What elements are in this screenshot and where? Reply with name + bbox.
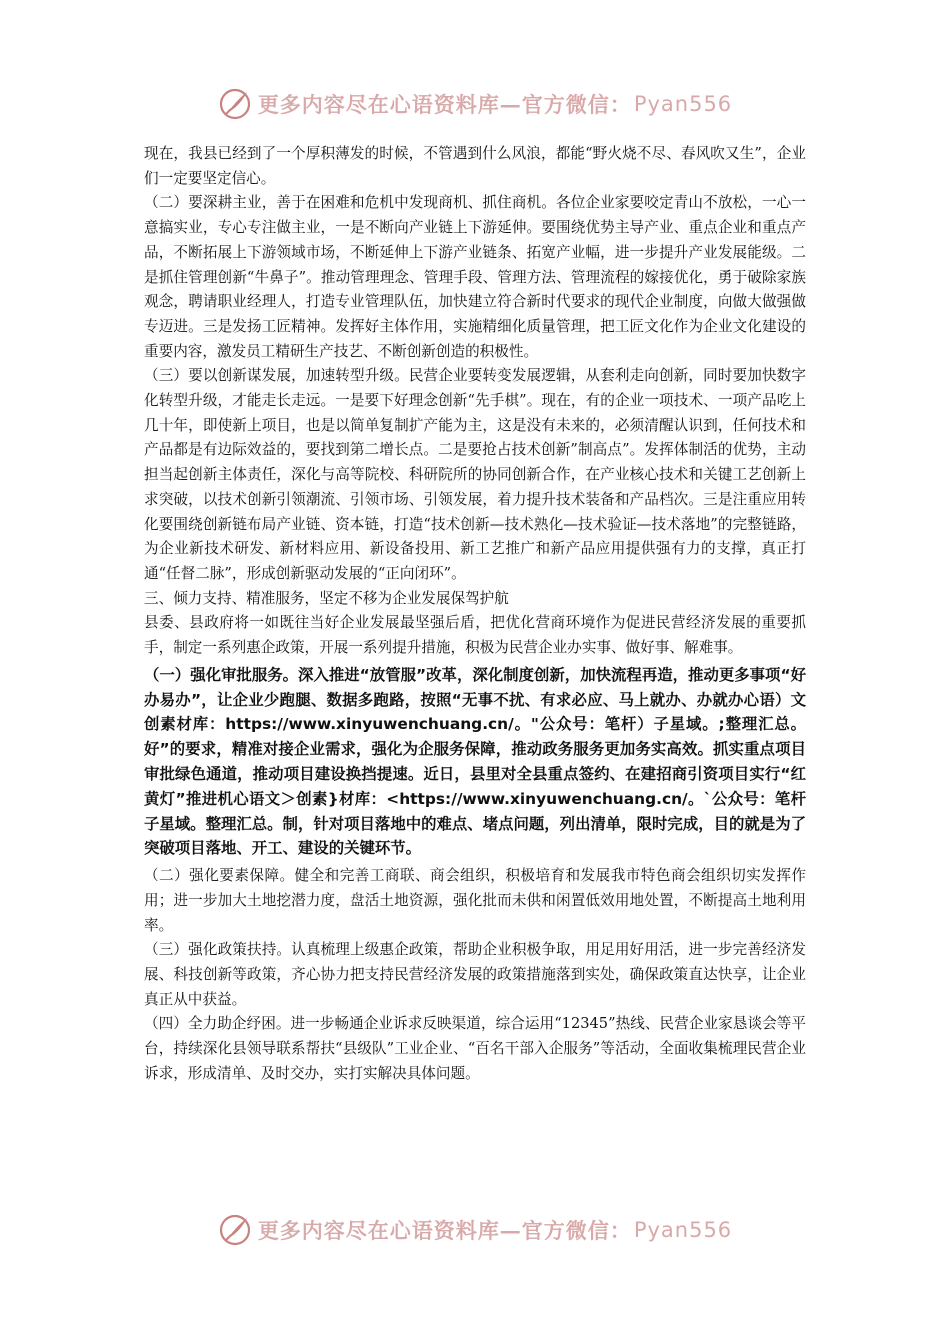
quill-logo-icon	[218, 1213, 252, 1247]
watermark-wechat-id: Pyan556	[633, 1218, 733, 1242]
paragraph: （二）强化要素保障。健全和完善工商联、商会组织，积极培育和发展我市特色商会组织切实发挥作用；进一步加大土地挖潜力度，盘活土地资源，强化批而未供和闲置低效用地处置，不断提高土地利用率。	[144, 867, 806, 934]
watermark-text: 更多内容尽在心语资料库—官方微信：	[257, 92, 632, 117]
watermark-wechat-id: Pyan556	[633, 92, 733, 116]
watermark-text: 更多内容尽在心语资料库—官方微信：	[257, 1218, 632, 1243]
paragraph: 县委、县政府将一如既往当好企业发展最坚强后盾，把优化营商环境作为促进民营经济发展的重要抓手，制定一系列惠企政策，开展一系列提升措施，积极为民营企业办实事、做好事、解难事。	[144, 614, 806, 657]
bold-paragraph: （一）强化审批服务。深入推进“放管服”改革，深化制度创新，加快流程再造，推动更多事项“好办易办”，让企业少跑腿、数据多跑路，按照“无事不扰、有求必应、马上就办、办就办心语）文创素材库：https://www.xinyuwenchuang.cn/。"公众号：笔杆）子星域。;整理汇总。好”的要求，精准对接企业需求，强化为企服务保障，推动政务服务更加务实高效。抓实重点项目审批绿色通道，推动项目建设换挡提速。近日，县里对全县重点签约、在建招商引资项目实行“红黄灯”推进机心语文＞创素}材库：<https://www.xinyuwenchuang.cn/。`公众号：笔杆子星域。整理汇总。制，针对项目落地中的难点、堵点问题，列出清单，限时完成，目的就是为了突破项目落地、开工、建设的关键环节。	[144, 665, 806, 858]
paragraph: （二）要深耕主业，善于在困难和危机中发现商机、抓住商机。各位企业家要咬定青山不放松，一心一意搞实业，专心专注做主业，一是不断向产业链上下游延伸。要围绕优势主导产业、重点企业和重点产品，不断拓展上下游领域市场，不断延伸上下游产业链条、拓宽产业幅，进一步提升产业发展能级。二是抓住管理创新“牛鼻子”。推动管理理念、管理手段、管理方法、管理流程的嫁接优化，勇于破除家族观念，聘请职业经理人，打造专业管理队伍，加快建立符合新时代要求的现代企业制度，向做大做强做专迈进。三是发扬工匠精神。发挥好主体作用，实施精细化质量管理，把工匠文化作为企业文化建设的重要内容，激发员工精研生产技艺、不断创新创造的积极性。	[144, 194, 806, 360]
watermark-header	[0, 84, 950, 124]
paragraph: （三）强化政策扶持。认真梳理上级惠企政策，帮助企业积极争取，用足用好用活，进一步完善经济发展、科技创新等政策，齐心协力把支持民营经济发展的政策措施落到实处，确保政策直达快享，让企业真正从中获益。	[144, 941, 806, 1008]
watermark-footer	[0, 1210, 950, 1250]
paragraph: （三）要以创新谋发展，加速转型升级。民营企业要转变发展逻辑，从套利走向创新，同时要加快数字化转型升级，才能走长走远。一是要下好理念创新“先手棋”。现在，有的企业一项技术、一项产品吃上几十年，即使新上项目，也是以简单复制扩产能为主，这是没有未来的，必须清醒认识到，任何技术和产品都是有边际效益的，要找到第二增长点。二是要抢占技术创新”制高点”。发挥体制活的优势，主动担当起创新主体责任，深化与高等院校、科研院所的协同创新合作，在产业核心技术和关键工艺创新上求突破，以技术创新引领潮流、引领市场、引领发展，着力提升技术装备和产品档次。三是注重应用转化要围绕创新链布局产业链、资本链，打造“技术创新—技术熟化—技术验证—技术落地”的完整链路，为企业新技术研发、新材料应用、新设备投用、新工艺推广和新产品应用提供强有力的支撑，真正打通“任督二脉”，形成创新驱动发展的“正向闭环”。	[144, 367, 806, 582]
document-body	[144, 142, 806, 1086]
paragraph: （四）全力助企纾困。进一步畅通企业诉求反映渠道，综合运用“12345”热线、民营企业家恳谈会等平台，持续深化县领导联系帮扶“县级队”工业企业、“百名干部入企服务”等活动，全面收集梳理民营企业诉求，形成清单、及时交办，实打实解决具体问题。	[144, 1015, 806, 1082]
paragraph: 现在，我县已经到了一个厚积薄发的时候，不管遇到什么风浪，都能“野火烧不尽、春风吹又生”，企业们一定要坚定信心。	[144, 145, 806, 187]
quill-logo-icon	[218, 87, 252, 121]
section-heading: 三、倾力支持、精准服务，坚定不移为企业发展保驾护航	[144, 589, 509, 607]
